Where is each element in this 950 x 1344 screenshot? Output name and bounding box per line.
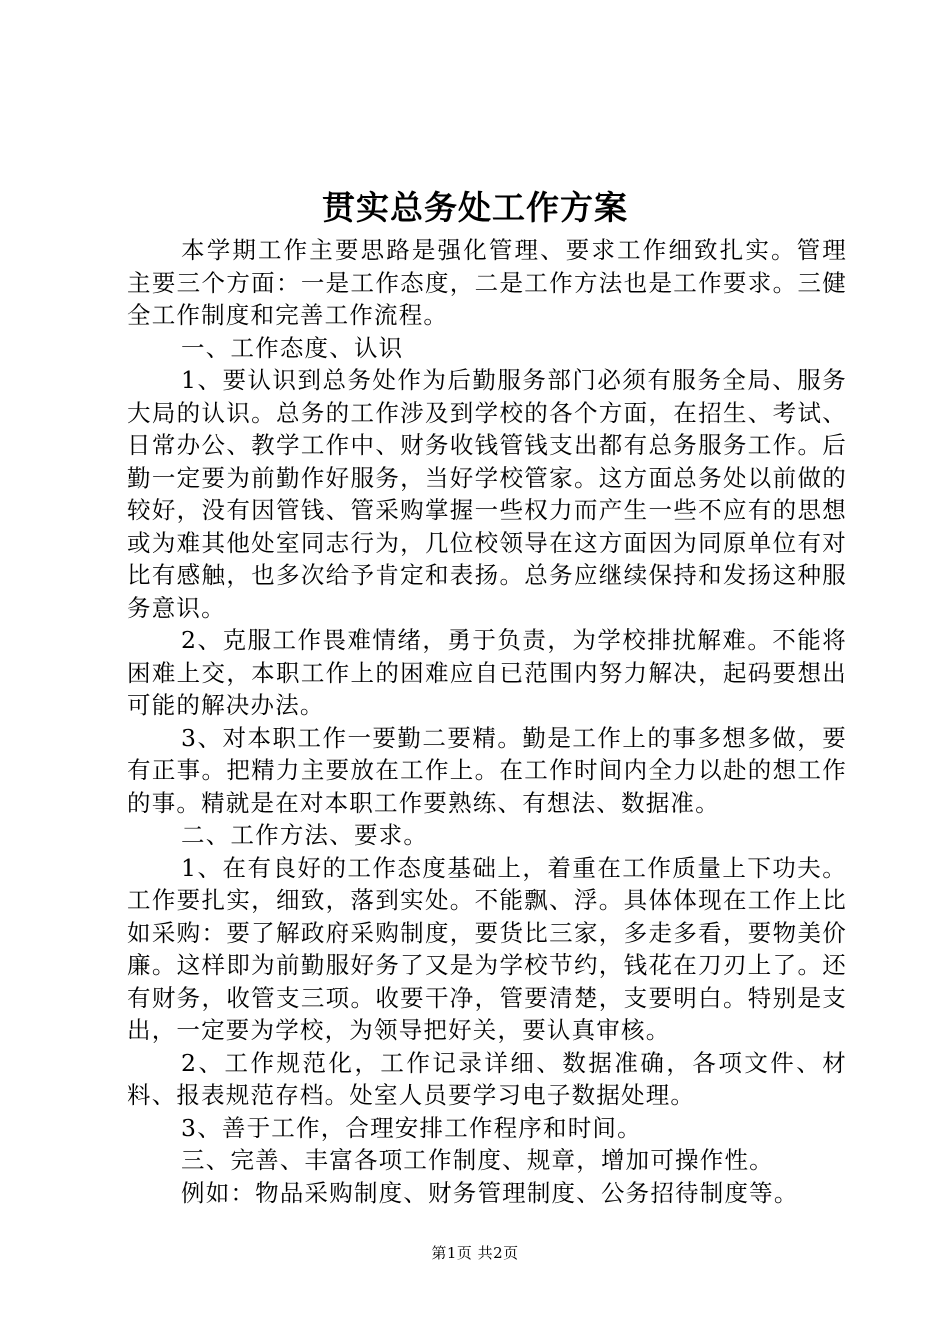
- section-heading-1: 一、工作态度、认识: [181, 333, 404, 362]
- section-heading-3: 三、完善、丰富各项工作制度、规章，增加可操作性。: [181, 1146, 774, 1174]
- paragraph-2-3: 3、善于工作，合理安排工作程序和时间。: [181, 1113, 642, 1142]
- paragraph-3-example: 例如：物品采购制度、财务管理制度、公务招待制度等。: [181, 1178, 799, 1207]
- section-heading-2: 二、工作方法、要求。: [181, 821, 429, 849]
- paragraph-1-2: 2、克服工作畏难情绪，勇于负责，为学校排扰解难。不能将困难上交，本职工作上的困难应自已范围内努力解决，起码要想出可能的解决办法。: [127, 626, 847, 719]
- paragraph-intro: 本学期工作主要思路是强化管理、要求工作细致扎实。管理主要三个方面：一是工作态度，二是工作方法也是工作要求。三健全工作制度和完善工作流程。: [127, 236, 847, 329]
- paragraph-1-3: 3、对本职工作一要勤二要精。勤是工作上的事多想多做，要有正事。把精力主要放在工作上。在工作时间内全力以赴的想工作的事。精就是在对本职工作要熟练、有想法、数据准。: [127, 723, 847, 817]
- paragraph-2-1: 1、在有良好的工作态度基础上，着重在工作质量上下功夫。工作要扎实，细致，落到实处。不能飘、浮。具体体现在工作上比如采购：要了解政府采购制度，要货比三家，多走多看，要物美价廉。这样即为前勤服好务了又是为学校节约，钱花在刀刃上了。还有财务，收管支三项。收要干净，管要清楚，支要明白。特别是支出，一定要为学校，为领导把好关，要认真审核。: [127, 853, 847, 1044]
- paragraph-2-2: 2、工作规范化，工作记录详细、数据准确，各项文件、材料、报表规范存档。处室人员要学习电子数据处理。: [127, 1048, 847, 1109]
- document-title: 贯实总务处工作方案: [322, 188, 628, 227]
- document-body: [127, 234, 847, 1209]
- paragraph-1-1: 1、要认识到总务处作为后勤服务部门必须有服务全局、服务大局的认识。总务的工作涉及到学校的各个方面，在招生、考试、日常办公、教学工作中、财务收钱管钱支出都有总务服务工作。后勤一定要为前勤作好服务，当好学校管家。这方面总务处以前做的较好，没有因管钱、管采购掌握一些权力而产生一些不应有的思想或为难其他处室同志行为，几位校领导在这方面因为同原单位有对比有感触，也多次给予肯定和表扬。总务应继续保持和发扬这种服务意识。: [127, 366, 847, 622]
- page-footer: 第1页 共2页: [431, 1244, 519, 1262]
